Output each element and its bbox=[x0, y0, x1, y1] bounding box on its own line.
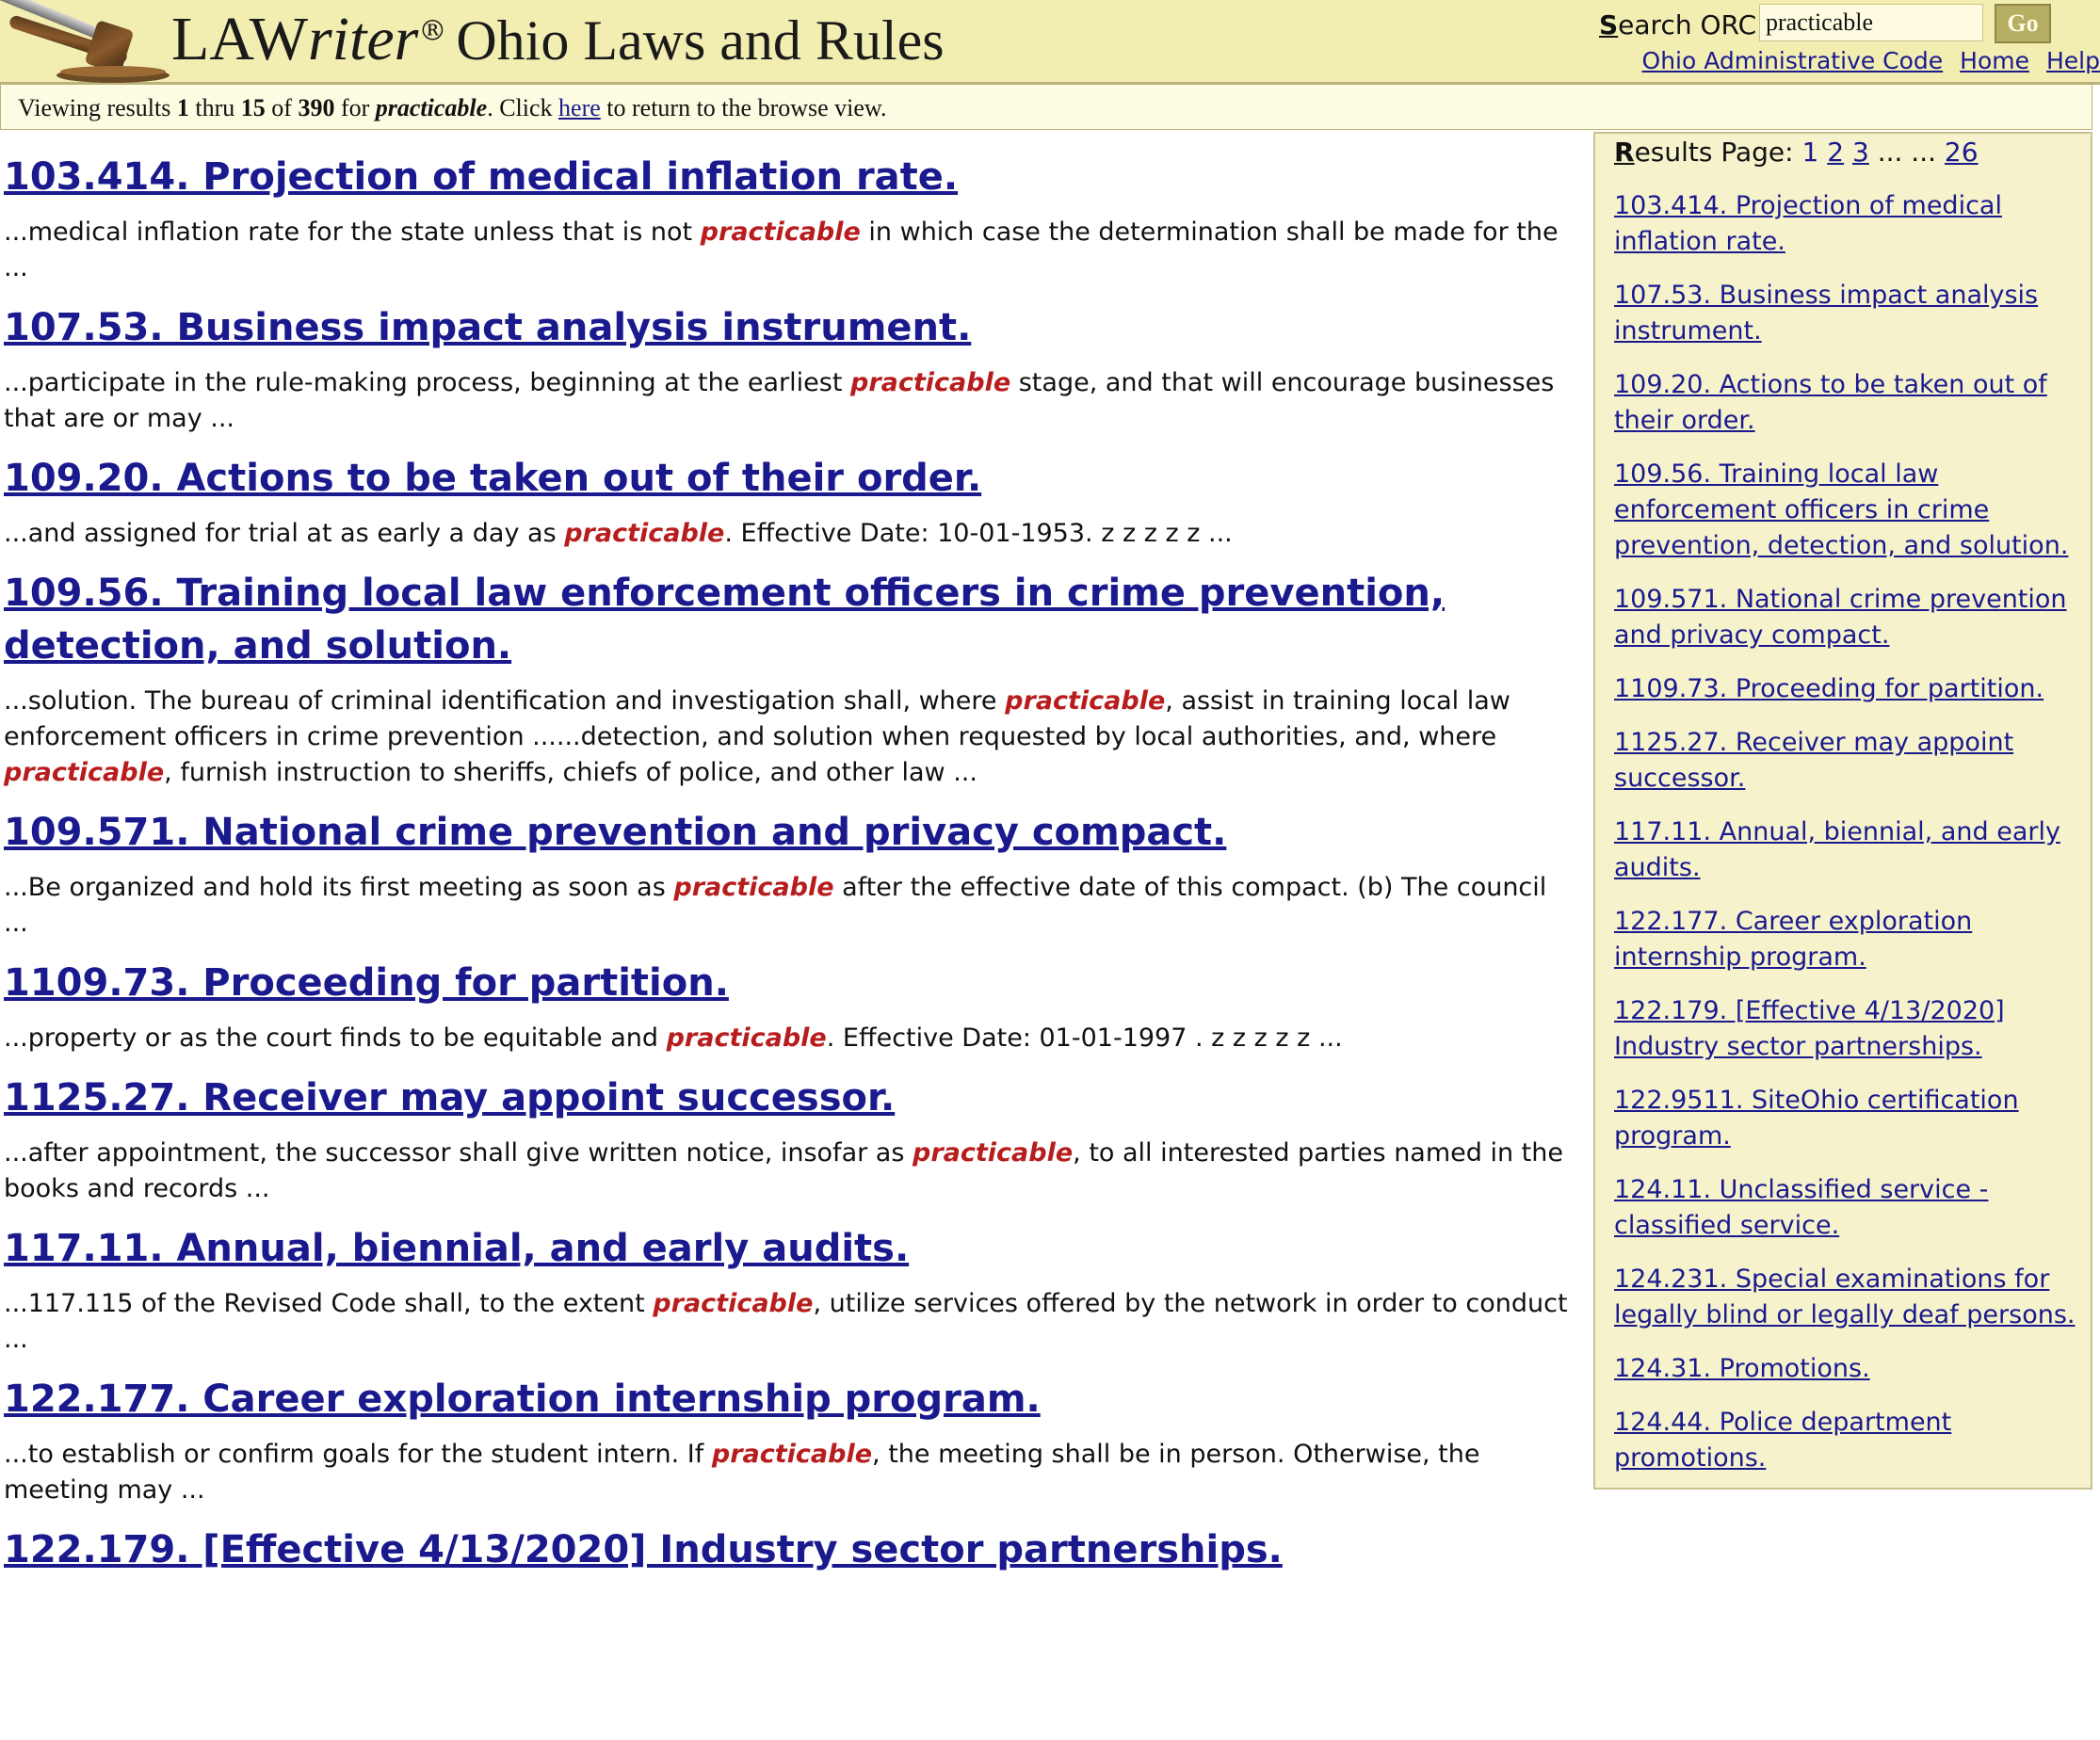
result-title bbox=[4, 452, 1572, 505]
results-for: for bbox=[334, 94, 376, 121]
result-title-link[interactable]: 107.53. Business impact analysis instrument. bbox=[4, 306, 972, 349]
search-label-accesskey: S bbox=[1599, 9, 1619, 40]
snippet-text: ...medical inflation rate for the state unless that is not bbox=[4, 218, 701, 247]
result-title bbox=[4, 151, 1572, 203]
snippet-text: ...117.115 of the Revised Code shall, to the extent bbox=[4, 1289, 654, 1318]
results-from: 1 bbox=[176, 94, 189, 121]
result-snippet bbox=[4, 1021, 1572, 1056]
header-links bbox=[1625, 47, 2100, 74]
results-summary-bar bbox=[0, 85, 2092, 130]
result-snippet bbox=[4, 684, 1572, 791]
search-term-highlight: practicable bbox=[711, 1440, 873, 1469]
sidebar-result-link[interactable]: 124.31. Promotions. bbox=[1614, 1354, 1870, 1383]
search-input[interactable] bbox=[1759, 4, 1983, 41]
result-title-link[interactable]: 122.177. Career exploration internship program. bbox=[4, 1378, 1041, 1421]
sidebar-result-link[interactable]: 109.20. Actions to be taken out of their order. bbox=[1614, 370, 2047, 435]
result-title bbox=[4, 1523, 1572, 1576]
sidebar-result-link[interactable]: 124.44. Police department promotions. bbox=[1614, 1408, 1952, 1473]
results-total: 390 bbox=[298, 94, 335, 121]
help-link[interactable]: Help bbox=[2046, 47, 2100, 74]
search-term-highlight: practicable bbox=[666, 1023, 827, 1053]
home-link[interactable]: Home bbox=[1960, 47, 2029, 74]
result-title bbox=[4, 1373, 1572, 1426]
result-title-link[interactable]: 109.56. Training local law enforcement officers in crime prevention, detection, and solution. bbox=[4, 572, 1446, 668]
result-title-link[interactable]: 109.571. National crime prevention and privacy compact. bbox=[4, 811, 1227, 854]
result-title-link[interactable]: 117.11. Annual, biennial, and early audits. bbox=[4, 1227, 910, 1270]
sidebar-item bbox=[1614, 671, 2085, 707]
result-snippet bbox=[4, 1437, 1572, 1508]
page-link-3[interactable]: 3 bbox=[1851, 137, 1869, 168]
brand-riter: riter bbox=[308, 5, 419, 73]
sidebar-result-link[interactable]: 103.414. Projection of medical inflation rate. bbox=[1614, 191, 2002, 256]
snippet-text: ...and assigned for trial at as early a day as bbox=[4, 519, 565, 548]
snippet-text: ...participate in the rule-making process, beginning at the earliest bbox=[4, 368, 850, 397]
sidebar-result-link[interactable]: 1109.73. Proceeding for partition. bbox=[1614, 674, 2044, 703]
result-title-link[interactable]: 122.179. [Effective 4/13/2020] Industry sector partnerships. bbox=[4, 1528, 1283, 1571]
result-title bbox=[4, 1222, 1572, 1275]
sidebar-result-link[interactable]: 122.177. Career exploration internship program. bbox=[1614, 907, 1973, 972]
result-title bbox=[4, 957, 1572, 1009]
sidebar-result-link[interactable]: 117.11. Annual, biennial, and early audits. bbox=[1614, 817, 2060, 882]
go-button[interactable]: Go bbox=[1995, 4, 2051, 43]
result-title-link[interactable]: 1125.27. Receiver may appoint successor. bbox=[4, 1076, 896, 1120]
snippet-text: , utilize services offered by the network in order to conduct ... bbox=[4, 1289, 1568, 1354]
page-ellipsis: ... ... bbox=[1877, 137, 1937, 168]
result-snippet bbox=[4, 1286, 1572, 1358]
brand-law: LAW bbox=[171, 5, 308, 73]
results-query: practicable bbox=[375, 94, 488, 121]
brand-registered-mark: ® bbox=[418, 14, 447, 48]
result-snippet bbox=[4, 215, 1572, 286]
page-current: 1 bbox=[1801, 137, 1819, 168]
sidebar-result-link[interactable]: 1125.27. Receiver may appoint successor. bbox=[1614, 728, 2014, 793]
results-prefix: Viewing results bbox=[18, 94, 177, 121]
sidebar-result-link[interactable]: 122.179. [Effective 4/13/2020] Industry sector partnerships. bbox=[1614, 996, 2005, 1061]
result-snippet bbox=[4, 870, 1572, 942]
sidebar-item bbox=[1614, 814, 2085, 886]
snippet-text: ...after appointment, the successor shall give written notice, insofar as bbox=[4, 1138, 913, 1168]
snippet-text: after the effective date of this compact. (b) The council ... bbox=[4, 873, 1547, 938]
sidebar-item bbox=[1614, 457, 2085, 564]
page-link-last[interactable]: 26 bbox=[1944, 137, 1979, 168]
logo-area[interactable] bbox=[0, 0, 1036, 85]
page-link-2[interactable]: 2 bbox=[1827, 137, 1845, 168]
result-title bbox=[4, 301, 1572, 354]
brand-subtitle: Ohio Laws and Rules bbox=[456, 9, 945, 72]
snippet-text: , assist in training local law enforcement officers in crime prevention ......detection, and solution when requested by local authorities, and, where bbox=[4, 686, 1510, 751]
results-page-label: esults Page: bbox=[1634, 137, 1794, 168]
results-list bbox=[4, 151, 1572, 1576]
result-snippet bbox=[4, 1136, 1572, 1207]
sidebar-item bbox=[1614, 1172, 2085, 1244]
result-title-link[interactable]: 1109.73. Proceeding for partition. bbox=[4, 961, 729, 1005]
snippet-text: ...property or as the court finds to be equitable and bbox=[4, 1023, 667, 1053]
search-term-highlight: practicable bbox=[653, 1289, 814, 1318]
snippet-text: , to all interested parties named in the books and records ... bbox=[4, 1138, 1563, 1203]
search-term-highlight: practicable bbox=[673, 873, 834, 902]
search-label bbox=[1599, 9, 1756, 40]
sidebar-item bbox=[1614, 1262, 2085, 1333]
snippet-text: . Effective Date: 10-01-1953. z z z z z ... bbox=[724, 519, 1233, 548]
sidebar-result-link[interactable]: 122.9511. SiteOhio certification program. bbox=[1614, 1086, 2019, 1151]
snippet-text: , the meeting shall be in person. Otherwise, the meeting may ... bbox=[4, 1440, 1480, 1505]
results-to: 15 bbox=[240, 94, 266, 121]
result-title bbox=[4, 567, 1572, 672]
results-page-accesskey: R bbox=[1614, 137, 1635, 168]
sidebar-item bbox=[1614, 993, 2085, 1065]
search-label-rest: earch ORC bbox=[1618, 9, 1757, 40]
snippet-text: stage, and that will encourage businesses that are or may ... bbox=[4, 368, 1555, 433]
search-term-highlight: practicable bbox=[913, 1138, 1074, 1168]
sidebar-result-list bbox=[1614, 169, 2085, 1476]
sidebar-item bbox=[1614, 367, 2085, 439]
sidebar-item bbox=[1614, 725, 2085, 797]
snippet-text: in which case the determination shall be made for the ... bbox=[4, 218, 1559, 282]
results-pagination bbox=[1614, 134, 2091, 169]
sidebar-result-link[interactable]: 109.571. National crime prevention and privacy compact. bbox=[1614, 585, 2067, 650]
result-title-link[interactable]: 103.414. Projection of medical inflation rate. bbox=[4, 155, 959, 199]
search-term-highlight: practicable bbox=[850, 368, 1011, 397]
result-title bbox=[4, 1071, 1572, 1124]
sidebar-result-link[interactable]: 124.231. Special examinations for legally blind or legally deaf persons. bbox=[1614, 1265, 2076, 1329]
sidebar-result-link[interactable]: 107.53. Business impact analysis instrument. bbox=[1614, 281, 2039, 346]
results-sidebar bbox=[1593, 132, 2092, 1490]
sidebar-result-link[interactable]: 124.11. Unclassified service - classified service. bbox=[1614, 1175, 1989, 1240]
sidebar-item bbox=[1614, 904, 2085, 975]
search-term-highlight: practicable bbox=[700, 218, 861, 247]
result-title bbox=[4, 806, 1572, 859]
snippet-text: ...to establish or confirm goals for the student intern. If bbox=[4, 1440, 712, 1469]
snippet-text: ...Be organized and hold its first meeting as soon as bbox=[4, 873, 674, 902]
sidebar-result-link[interactable]: 109.56. Training local law enforcement officers in crime prevention, detection, and solution. bbox=[1614, 459, 2069, 560]
result-snippet bbox=[4, 365, 1572, 437]
ohio-administrative-code-link[interactable]: Ohio Administrative Code bbox=[1641, 47, 1944, 74]
snippet-text: . Effective Date: 01-01-1997 . z z z z z ... bbox=[826, 1023, 1343, 1053]
results-suffix: to return to the browse view. bbox=[600, 94, 887, 121]
search-term-highlight: practicable bbox=[1005, 686, 1166, 716]
sidebar-item bbox=[1614, 188, 2085, 260]
site-brand bbox=[171, 4, 945, 75]
result-title-link[interactable]: 109.20. Actions to be taken out of their order. bbox=[4, 457, 982, 500]
sidebar-item bbox=[1614, 1405, 2085, 1476]
sidebar-item bbox=[1614, 582, 2085, 653]
site-header bbox=[0, 0, 2100, 85]
sidebar-item bbox=[1614, 278, 2085, 349]
browse-view-link[interactable]: here bbox=[558, 94, 601, 121]
gavel-icon bbox=[0, 0, 179, 83]
sidebar-item bbox=[1614, 1083, 2085, 1154]
results-thru: thru bbox=[188, 94, 241, 121]
sidebar-item bbox=[1614, 1351, 2085, 1387]
snippet-text: ...solution. The bureau of criminal identification and investigation shall, where bbox=[4, 686, 1006, 716]
results-of: of bbox=[265, 94, 299, 121]
snippet-text: , furnish instruction to sheriffs, chiefs of police, and other law ... bbox=[164, 758, 977, 787]
search-term-highlight: practicable bbox=[564, 519, 725, 548]
results-click-text: . Click bbox=[487, 94, 559, 121]
search-term-highlight: practicable bbox=[4, 758, 165, 787]
result-snippet bbox=[4, 516, 1572, 552]
